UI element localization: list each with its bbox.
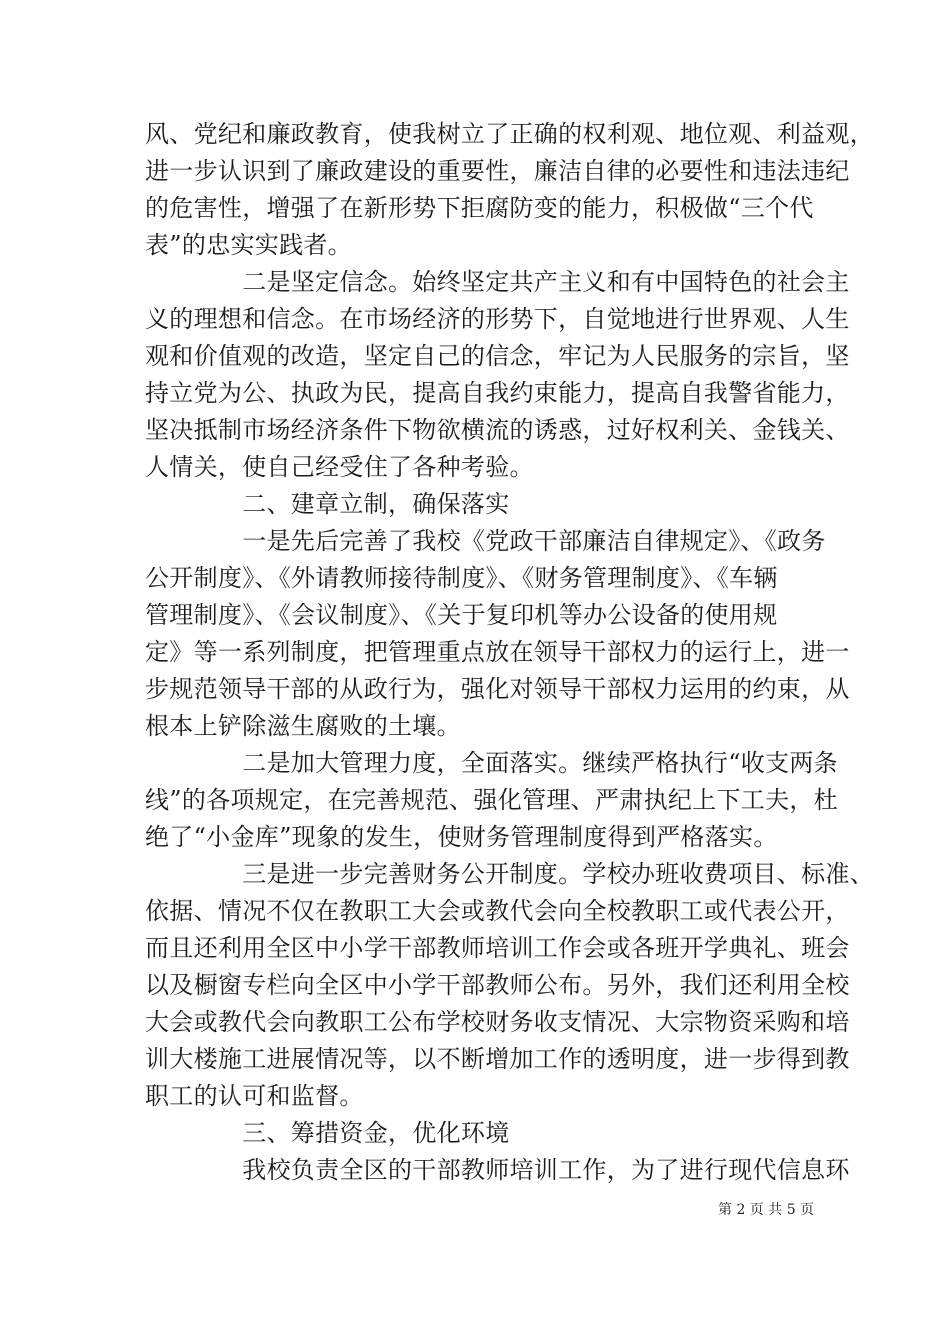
text-line: 人情关，使自己经受住了各种考验。 xyxy=(145,453,534,481)
section-heading: 二、建章立制，确保落实 xyxy=(145,490,510,518)
text-line: 我校负责全区的干部教师培训工作，为了进行现代信息环 xyxy=(145,1156,850,1184)
text-line: 线”的各项规定，在完善规范、强化管理、严肃执纪上下工夫，杜 xyxy=(145,786,838,814)
text-line: 定》等一系列制度，把管理重点放在领导干部权力的运行上，进一 xyxy=(145,638,850,666)
text-line: 大会或教代会向教职工公布学校财务收支情况、大宗物资采购和培 xyxy=(145,1008,850,1036)
text-line: 绝了“小金库”现象的发生，使财务管理制度得到严格落实。 xyxy=(145,823,778,851)
text-line: 公开制度》、《外请教师接待制度》、《财务管理制度》、《车辆 xyxy=(145,564,778,592)
text-line: 义的理想和信念。在市场经济的形势下，自觉地进行世界观、人生 xyxy=(145,305,850,333)
text-line: 而且还利用全区中小学干部教师培训工作会或各班开学典礼、班会 xyxy=(145,934,850,962)
text-line: 训大楼施工进展情况等，以不断增加工作的透明度，进一步得到教 xyxy=(145,1045,850,1073)
section-heading: 三、筹措资金，优化环境 xyxy=(145,1119,510,1147)
text-line: 以及橱窗专栏向全区中小学干部教师公布。另外，我们还利用全校 xyxy=(145,971,850,999)
text-line: 坚决抵制市场经济条件下物欲横流的诱惑，过好权利关、金钱关、 xyxy=(145,416,850,444)
text-line: 风、党纪和廉政教育，使我树立了正确的权利观、地位观、利益观， xyxy=(145,120,874,148)
text-line: 持立党为公、执政为民，提高自我约束能力，提高自我警省能力， xyxy=(145,379,850,407)
text-line: 职工的认可和监督。 xyxy=(145,1082,364,1110)
text-line: 观和价值观的改造，坚定自己的信念，牢记为人民服务的宗旨，坚 xyxy=(145,342,850,370)
text-line: 依据、情况不仅在教职工大会或教代会向全校教职工或代表公开， xyxy=(145,897,850,925)
text-line: 进一步认识到了廉政建设的重要性，廉洁自律的必要性和违法违纪 xyxy=(145,157,850,185)
text-line: 的危害性，增强了在新形势下拒腐防变的能力，积极做“三个代 xyxy=(145,194,814,222)
text-line: 二是坚定信念。始终坚定共产主义和有中国特色的社会主 xyxy=(145,268,850,296)
text-line: 根本上铲除滋生腐败的土壤。 xyxy=(145,712,461,740)
text-line: 管理制度》、《会议制度》、《关于复印机等办公设备的使用规 xyxy=(145,601,778,629)
text-line: 表”的忠实实践者。 xyxy=(145,231,352,259)
text-line: 一是先后完善了我校《党政干部廉洁自律规定》、《政务 xyxy=(145,527,826,555)
text-line: 二是加大管理力度，全面落实。继续严格执行“收支两条 xyxy=(145,749,838,777)
text-line: 三是进一步完善财务公开制度。学校办班收费项目、标准、 xyxy=(145,860,874,888)
text-line: 步规范领导干部的从政行为，强化对领导干部权力运用的约束，从 xyxy=(145,675,850,703)
page-number-footer: 第 2 页 共 5 页 xyxy=(718,1202,815,1218)
